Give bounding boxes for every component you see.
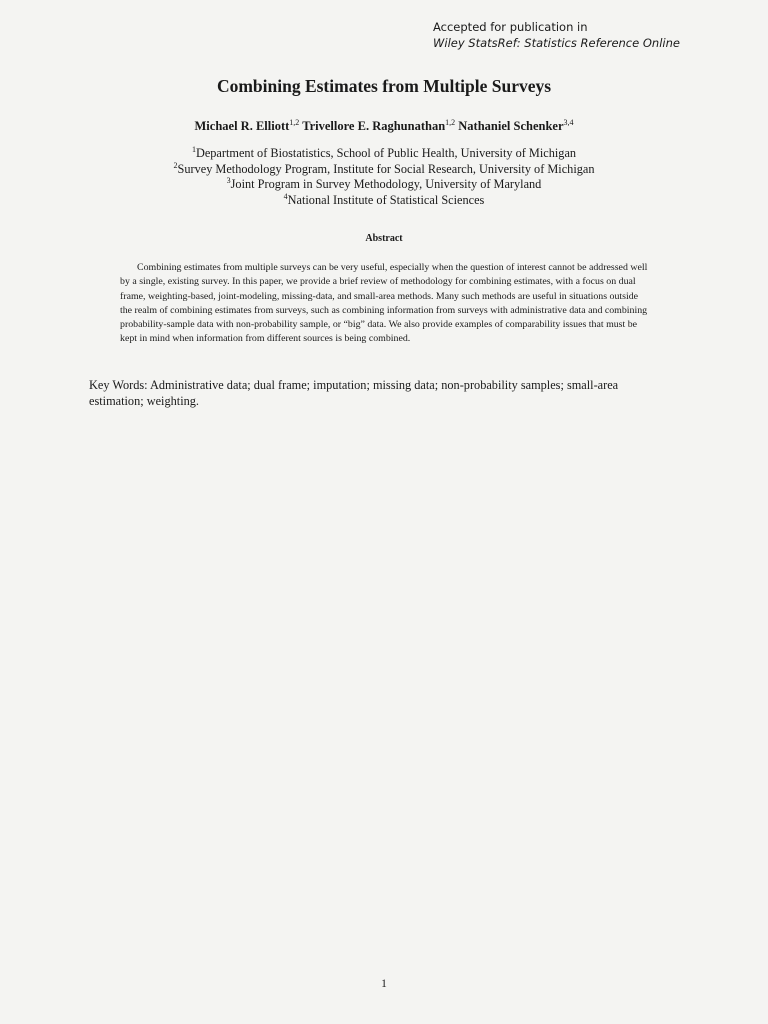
paper-title: Combining Estimates from Multiple Surveys: [216, 76, 552, 96]
author-affiliation-marker: 1,2: [445, 118, 456, 127]
affiliation-marker: 1: [191, 145, 196, 154]
author-list: [0, 119, 768, 134]
affiliation-text: Joint Program in Survey Methodology, University of Maryland: [230, 177, 542, 191]
author-affiliation-marker: 1,2: [289, 118, 300, 127]
author-name: Michael R. Elliott: [194, 119, 290, 133]
publication-note: [433, 19, 680, 51]
affiliation-text: Department of Biostatistics, School of Public Health, University of Michigan: [195, 146, 577, 160]
affiliation: [0, 193, 768, 209]
affiliation-text: Survey Methodology Program, Institute for Social Research, University of Michigan: [177, 161, 595, 176]
abstract-heading: Abstract: [365, 233, 403, 244]
affiliation: [0, 162, 768, 178]
affiliation-list: [0, 146, 768, 208]
author-name: Trivellore E. Raghunathan: [302, 119, 446, 133]
affiliation-marker: 2: [173, 160, 178, 170]
affiliation: [0, 177, 768, 193]
affiliation-marker: 3: [226, 176, 231, 185]
author-affiliation-marker: 3,4: [563, 118, 574, 127]
keywords: Key Words: Administrative data; dual frame; imputation; missing data; non-probability samples; small-area estimation; weighting.: [89, 378, 619, 408]
journal-name: Wiley StatsRef: Statistics Reference Online: [433, 36, 680, 50]
abstract-text: Combining estimates from multiple surveys can be very useful, especially when the question of interest cannot be addressed well by a single, existing survey. In this paper, we provide a brief review of methodology for combining estimates, with a focus on dual frame, weighting-based, joint-modeling, missing-data, and small-area methods. Many such methods are useful in situations outside the realm of combining estimates from surveys, such as combining information from surveys with administrative data and combining probability-sample data with non-probability sample, or “big” data. We also provide examples of comparability issues that must be kept in mind when information from different sources is being combined.: [120, 262, 648, 345]
affiliation: [0, 146, 768, 162]
page-number: 1: [381, 978, 387, 990]
affiliation-marker: 4: [283, 191, 288, 201]
affiliation-text: National Institute of Statistical Sciences: [287, 192, 485, 207]
publication-status: Accepted for publication in: [433, 20, 588, 34]
author-name: Nathaniel Schenker: [458, 119, 564, 133]
